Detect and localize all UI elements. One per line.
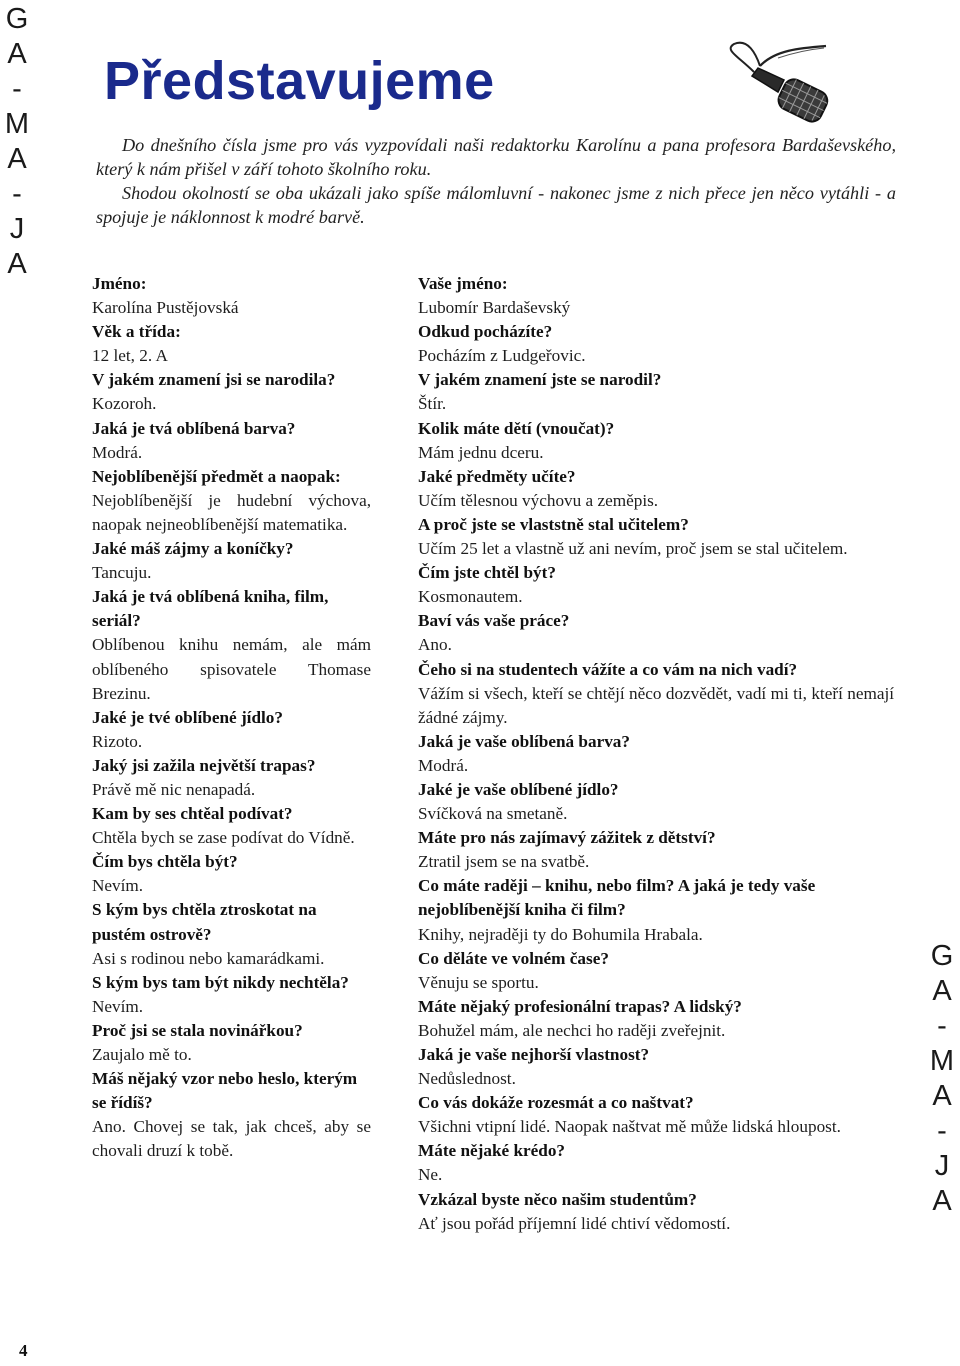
side-letters-right [928,939,956,1219]
interview-answer: 12 let, 2. A [92,346,168,366]
interview-question: Kam by ses chtěal podívat? [92,804,293,824]
intro-line-1: Do dnešního čísla jsme pro vás vyzpovídali naši redaktorku Karolínu a pana profesora Bardaševského, který k nám přišel v září tohoto školního roku. [96,135,896,179]
page-title: Představujeme [104,51,495,111]
interview-question: Jaké je vaše oblíbené jídlo? [418,779,619,799]
interview-question: S kým bys chtěla ztroskotat na pustém ostrově? [92,900,317,944]
interview-question: Čím jste chtěl být? [418,563,556,583]
interview-question: Jaká je vaše oblíbená barva? [418,731,630,751]
interview-answer: Svíčková na smetaně. [418,804,568,824]
interview-question: Jméno: [92,274,147,293]
side-letter: A [932,975,952,1007]
interview-answer: Nevím. [92,996,144,1016]
interview-question: Baví vás vaše práce? [418,611,570,631]
interview-answer: Modrá. [92,442,143,462]
side-letter: A [932,1185,952,1217]
interview-answer: Kozoroh. [92,394,157,414]
interview-answer: Modrá. [418,755,469,775]
side-letter: A [7,143,27,175]
interview-answer: Zaujalo mě to. [92,1045,192,1064]
side-letter: A [7,38,27,70]
interview-question: Co máte raději – knihu, nebo film? A jaká je tedy vaše nejoblíbenější kniha či film? [418,876,816,920]
interview-question: Nejoblíbenější předmět a naopak: [92,466,341,486]
interview-answer: Vážím si všech, kteří se chtějí něco dozvědět, vadí mi ti, kteří nemají žádné zájmy. [418,683,894,727]
side-letters-left [3,2,31,282]
interview-question: Máte nějaké krédo? [418,1141,566,1161]
interview-answer: Rizoto. [92,731,143,751]
side-letter: - [937,1115,947,1147]
interview-answer: Kosmonautem. [418,587,523,607]
intro-paragraph [96,133,896,229]
interview-question: Věk a třída: [92,322,181,342]
interview-answer: Bohužel mám, ale nechci ho raději zveřejnit. [418,1020,726,1040]
interview-question: Vaše jméno: [418,274,508,293]
interview-answer: Ztratil jsem se na svatbě. [418,852,590,872]
interview-answer: Nevím. [92,876,144,896]
side-letter: M [929,1045,955,1077]
interview-answer: Oblíbenou knihu nemám, ale mám oblíbeného spisovatele Thomase Brezinu. [92,635,371,703]
interview-question: V jakém znamení jsi se narodila? [92,370,336,390]
interview-karolina [92,272,371,1163]
interview-answer: Chtěla bych se zase podívat do Vídně. [92,828,355,848]
interview-answer: Asi s rodinou nebo kamarádkami. [92,948,325,968]
side-letter: J [9,213,25,245]
interview-question: Jaká je tvá oblíbená kniha, film, seriál? [92,587,329,631]
interview-question: A proč jste se vlaststně stal učitelem? [418,514,689,534]
interview-question: Máš nějaký vzor nebo heslo, kterým se řídíš? [92,1069,358,1113]
interview-answer: Karolína Pustějovská [92,298,239,318]
side-letter: G [930,940,954,972]
interview-question: Jaké předměty učíte? [418,466,576,486]
interview-question: Čeho si na studentech vážíte a co vám na nich vadí? [418,659,798,679]
interview-question: Co vás dokáže rozesmát a co naštvat? [418,1093,694,1113]
side-letter: A [7,248,27,280]
interview-answer: Lubomír Bardaševský [418,298,571,318]
side-letter: - [12,178,22,210]
interview-question: Máte pro nás zajímavý zážitek z dětství? [418,828,716,848]
interview-question: S kým bys tam být nikdy nechtěla? [92,972,349,992]
side-letter: M [4,108,30,140]
interview-question: Proč jsi se stala novinářkou? [92,1020,303,1040]
interview-answer: Ano. [418,635,452,655]
interview-answer: Věnuju se sportu. [418,972,539,992]
side-letter: A [932,1080,952,1112]
interview-answer: Mám jednu dceru. [418,442,544,462]
side-letter: - [937,1010,947,1042]
interview-answer: Pocházím z Ludgeřovic. [418,346,586,366]
interview-answer: Nedůslednost. [418,1069,516,1089]
interview-answer: Tancuju. [92,563,152,583]
interview-question: Co děláte ve volném čase? [418,948,609,968]
intro-line-2: Shodou okolností se oba ukázali jako spíše málomluvní - nakonec jsme z nich přece jen něco vytáhli - a spojuje je náklonnost k modré barvě. [96,183,896,227]
interview-question: Jaké je tvé oblíbené jídlo? [92,707,283,727]
interview-answer: Nejoblíbenější je hudební výchova, naopak nejneoblíbenější matematika. [92,490,371,534]
side-letter: G [5,3,29,35]
interview-question: Odkud pocházíte? [418,322,553,342]
interview-answer: Knihy, nejraději ty do Bohumila Hrabala. [418,924,703,944]
interview-answer: Ať jsou pořád příjemní lidé chtiví vědomostí. [418,1213,731,1233]
interview-question: Jaké máš zájmy a koníčky? [92,539,294,559]
page-number: 4 [19,1341,28,1360]
interview-answer: Všichni vtipní lidé. Naopak naštvat mě může lidská hloupost. [418,1117,841,1137]
interview-answer: Štír. [418,394,447,414]
interview-question: Jaká je vaše nejhorší vlastnost? [418,1045,650,1064]
interview-question: Máte nějaký profesionální trapas? A lidský? [418,996,742,1016]
interview-answer: Učím 25 let a vlastně už ani nevím, proč jsem se stal učitelem. [418,539,848,559]
side-letter: J [934,1150,950,1182]
microphone-icon [720,40,830,125]
interview-answer: Právě mě nic nenapadá. [92,779,256,799]
side-letter: - [12,73,22,105]
interview-question: Kolik máte dětí (vnoučat)? [418,418,615,438]
interview-question: Vzkázal byste něco našim studentům? [418,1189,697,1209]
interview-answer: Ano. Chovej se tak, jak chceš, aby se chovali druzí k tobě. [92,1117,371,1161]
interview-question: Jaká je tvá oblíbená barva? [92,418,296,438]
interview-question: V jakém znamení jste se narodil? [418,370,662,390]
interview-answer: Ne. [418,1165,443,1185]
interview-bardasevsky [418,272,894,1236]
interview-answer: Učím tělesnou výchovu a zeměpis. [418,490,659,510]
interview-question: Čím bys chtěla být? [92,852,238,872]
interview-question: Jaký jsi zažila největší trapas? [92,755,316,775]
